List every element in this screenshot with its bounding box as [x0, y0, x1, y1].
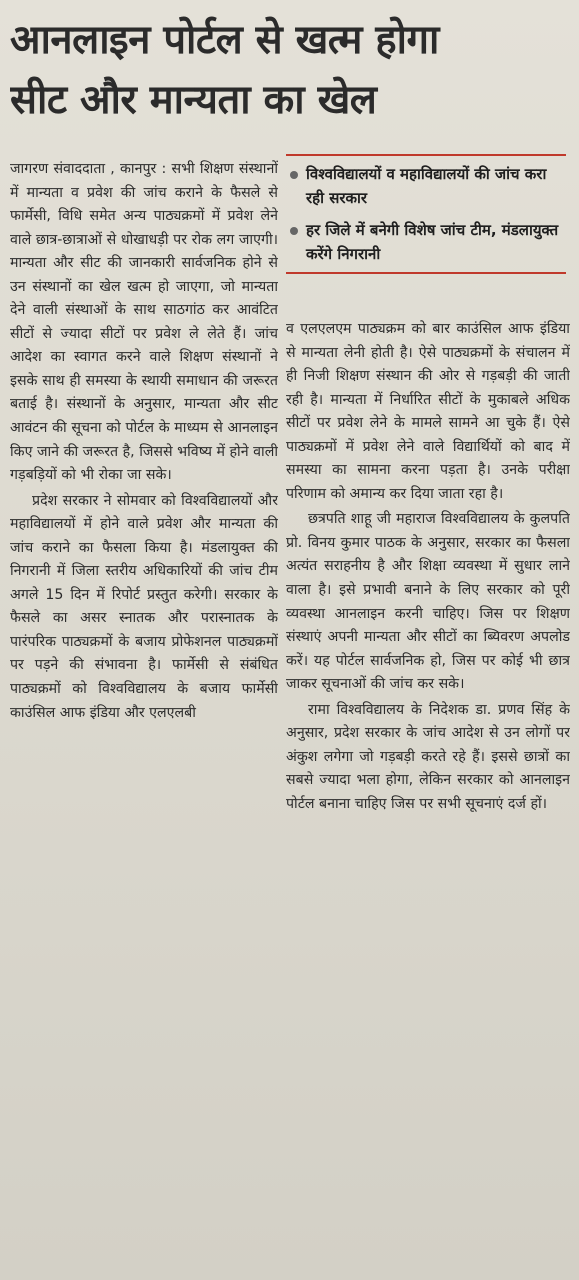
highlights-list [286, 156, 566, 272]
left-paragraph-2: प्रदेश सरकार ने सोमवार को विश्वविद्यालयों और महाविद्यालयों में होने वाले प्रवेश और मान्यता की जांच कराने का फैसला किया है। मंडलायुक्त की निगरानी में जिला स्तरीय अधिकारियों की जांच टीम अगले 15 दिन में रिपोर्ट प्रस्तुत करेगी। सरकार के फैसले का असर स्नातक और परास्नातक के पारंपरिक पाठ्यक्रमों के बजाय प्रोफेशनल पाठ्यक्रमों पर पड़ने की संभावना है। फार्मेसी से संबंधित पाठ्यक्रमों को विश्वविद्यालय के बजाय फार्मेसी काउंसिल आफ इंडिया और एलएलबी [10, 492, 278, 721]
headline-line-2: सीट और मान्यता का खेल [10, 77, 377, 123]
left-paragraph-1: जागरण संवाददाता , कानपुर : सभी शिक्षण संस्थानों में मान्यता व प्रवेश की जांच कराने के फैसले से फार्मेसी, विधि समेत अन्य पाठ्यक्रमों में प्रवेश लेने वाले छात्र-छात्राओं से धोखाधड़ी पर रोक लग जाएगी। मान्यता और सीट की जानकारी सार्वजनिक होने से उन संस्थानों का खेल खत्म हो जाएगा, जो मान्यता देने वाली संस्थाओं के साथ साठगांठ कर आवंटित सीटों से ज्यादा सीटों पर प्रवेश ले लेते हैं। जांच आदेश का स्वागत करने वाले शिक्षण संस्थानों ने इसके साथ ही समस्या के स्थायी समाधान की जरूरत बताई है। संस्थानों के अनुसार, मान्यता और सीट आवंटन की सूचना को पोर्टल के माध्यम से आनलाइन किए जाने की जरूरत है, जिससे भविष्य में होने वाली गड़बड़ियों को भी रोका जा सके। [10, 161, 278, 484]
bullet-icon [290, 171, 298, 179]
right-paragraph-2: छत्रपति शाहू जी महाराज विश्वविद्यालय के कुलपति प्रो. विनय कुमार पाठक के अनुसार, सरकार का फैसला अत्यंत सराहनीय है और शिक्षा व्यवस्था में सुधार लाने वाला है। इसे प्रभावी बनाने के लिए सरकार को पूरी व्यवस्था आनलाइन करनी चाहिए। जिस पर शिक्षण संस्थाएं अपनी मान्यता और सीटों का ब्यिवरण अपलोड करें। यह पोर्टल सार्वजनिक हो, जिस पर कोई भी छात्र जाकर सूचनाओं की जांच कर सके। [286, 511, 570, 693]
highlights-box [286, 154, 566, 312]
highlight-text: हर जिले में बनेगी विशेष जांच टीम, मंडलायुक्त करेंगे निगरानी [306, 221, 559, 263]
highlights-bottom-rule [286, 272, 566, 274]
highlight-text: विश्वविद्यालयों व महाविद्यालयों की जांच करा रही सरकार [306, 165, 547, 207]
headline [10, 10, 570, 130]
highlight-item [286, 162, 566, 210]
highlight-item [286, 218, 566, 266]
headline-line-1: आनलाइन पोर्टल से खत्म होगा [10, 17, 439, 63]
right-paragraph-1: व एलएलएम पाठ्यक्रम को बार काउंसिल आफ इंडिया से मान्यता लेनी होती है। ऐसे पाठ्यक्रमों के संचालन में ही निजी शिक्षण संस्थान की ओर से गड़बड़ी की जाती रही है। मान्यता में निर्धारित सीटों के मुकाबले अधिक सीटों पर प्रवेश लेने के मामले सामने आ चुके हैं। ऐसे पाठ्यक्रमों में प्रवेश लेने वाले विद्यार्थियों को बाद में समस्या का सामना करना पड़ता है। उनके परीक्षा परिणाम को अमान्य कर दिया जाता रहा है। [286, 321, 570, 502]
article-right-column [286, 318, 570, 1276]
right-paragraph-3: रामा विश्वविद्यालय के निदेशक डा. प्रणव सिंह के अनुसार, प्रदेश सरकार के जांच आदेश से उन लोगों पर अंकुश लगेगा जो गड़बड़ी करते रहे हैं। इससे छात्रों का सबसे ज्यादा भला होगा, लेकिन सरकार को आनलाइन पोर्टल बनाना चाहिए जिस पर सभी सूचनाएं दर्ज हों। [286, 701, 570, 812]
article-left-column [10, 158, 278, 1276]
bullet-icon [290, 227, 298, 235]
